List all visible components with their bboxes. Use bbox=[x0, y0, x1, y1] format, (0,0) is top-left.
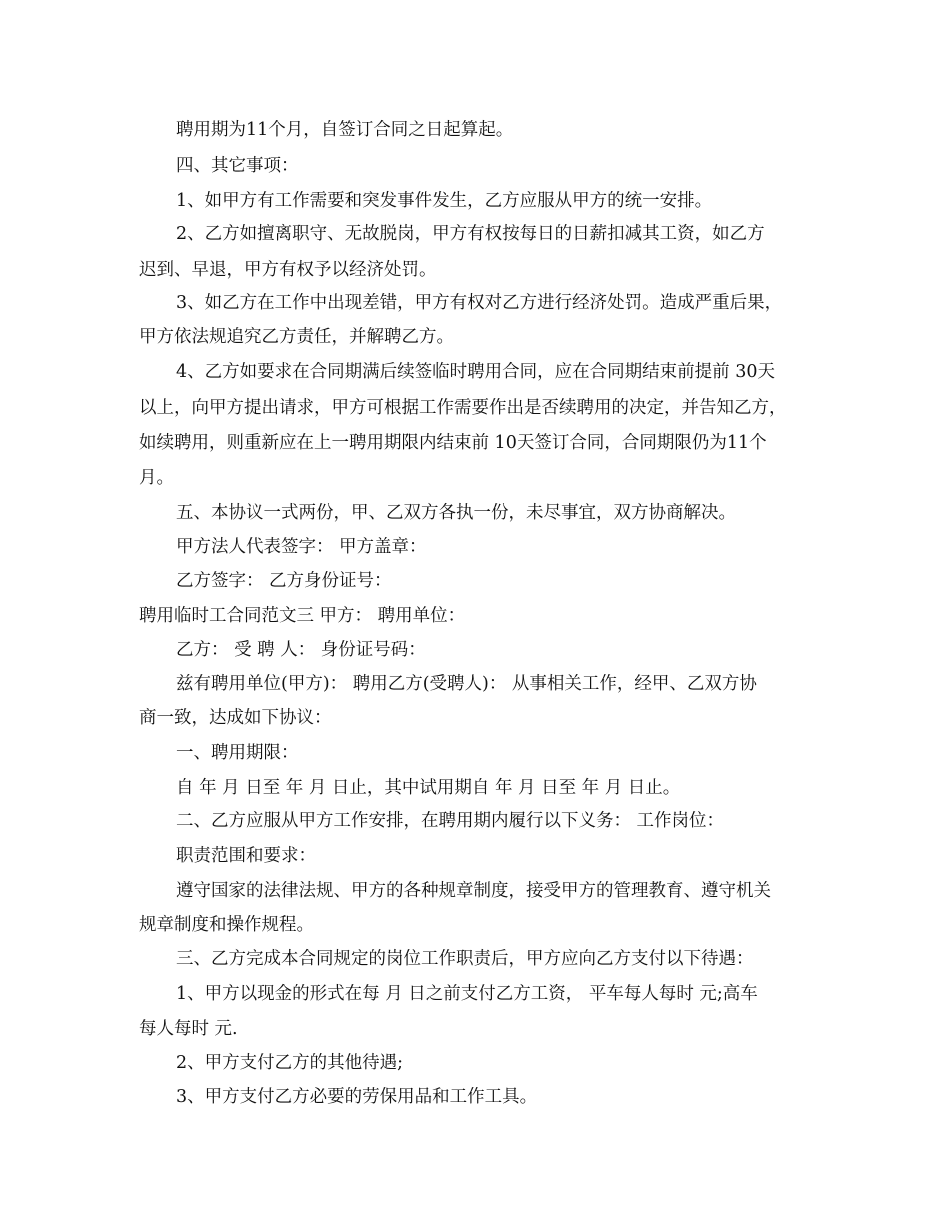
section-heading: 五、本协议一式两份，甲、乙双方各执一份，未尽事宜，双方协商解决。 bbox=[176, 503, 736, 523]
text-line: 以上，向甲方提出请求，甲方可根据工作需要作出是否续聘用的决定，并告知乙方， bbox=[139, 398, 787, 418]
text-line: 职责范围和要求： bbox=[176, 846, 316, 866]
text-line: 如续聘用，则重新应在上一聘用期限内结束前 10天签订合同，合同期限仍为11个 bbox=[139, 433, 767, 453]
text-line: 月。 bbox=[139, 468, 174, 488]
signature-line: 乙方签字： 乙方身份证号： bbox=[176, 571, 392, 591]
text-line: 规章制度和操作规程。 bbox=[139, 915, 314, 935]
text-line: 商一致，达成如下协议： bbox=[139, 708, 332, 728]
text-line: 2、甲方支付乙方的其他待遇; bbox=[176, 1053, 404, 1073]
text-line: 甲方依法规追究乙方责任，并解聘乙方。 bbox=[139, 327, 454, 347]
text-line: 遵守国家的法律法规、甲方的各种规章制度，接受甲方的管理教育、遵守机关 bbox=[176, 881, 771, 901]
text-line: 兹有聘用单位(甲方)： 聘用乙方(受聘人)： 从事相关工作，经甲、乙双方协 bbox=[176, 674, 757, 694]
text-line: 聘用期为11个月，自签订合同之日起算起。 bbox=[176, 120, 514, 140]
text-line: 4、乙方如要求在合同期满后续签临时聘用合同，应在合同期结束前提前 30天 bbox=[176, 362, 775, 382]
text-line: 2、乙方如擅离职守、无故脱岗，甲方有权按每日的日薪扣减其工资，如乙方 bbox=[176, 224, 765, 244]
text-line: 3、如乙方在工作中出现差错，甲方有权对乙方进行经济处罚。造成严重后果， bbox=[176, 293, 783, 313]
text-line: 迟到、早退，甲方有权予以经济处罚。 bbox=[139, 260, 437, 280]
text-line: 自 年 月 日至 年 月 日止，其中试用期自 年 月 日至 年 月 日止。 bbox=[176, 778, 681, 798]
contract-title-line: 聘用临时工合同范文三 甲方： 聘用单位： bbox=[139, 606, 466, 626]
signature-line: 甲方法人代表签字： 甲方盖章： bbox=[176, 537, 427, 557]
text-line: 1、甲方以现金的形式在每 月 日之前支付乙方工资， 平车每人每时 元;高车 bbox=[176, 984, 758, 1004]
section-heading: 四、其它事项： bbox=[176, 156, 299, 176]
text-line: 每人每时 元. bbox=[139, 1019, 238, 1039]
party-line: 乙方： 受 聘 人： 身份证号码： bbox=[176, 640, 426, 660]
text-line: 1、如甲方有工作需要和突发事件发生，乙方应服从甲方的统一安排。 bbox=[176, 191, 713, 211]
section-heading: 三、乙方完成本合同规定的岗位工作职责后，甲方应向乙方支付以下待遇： bbox=[176, 949, 754, 969]
text-line: 3、甲方支付乙方必要的劳保用品和工作工具。 bbox=[176, 1087, 538, 1107]
section-heading: 一、聘用期限： bbox=[176, 743, 299, 763]
section-heading: 二、乙方应服从甲方工作安排，在聘用期内履行以下义务： 工作岗位： bbox=[176, 811, 725, 831]
